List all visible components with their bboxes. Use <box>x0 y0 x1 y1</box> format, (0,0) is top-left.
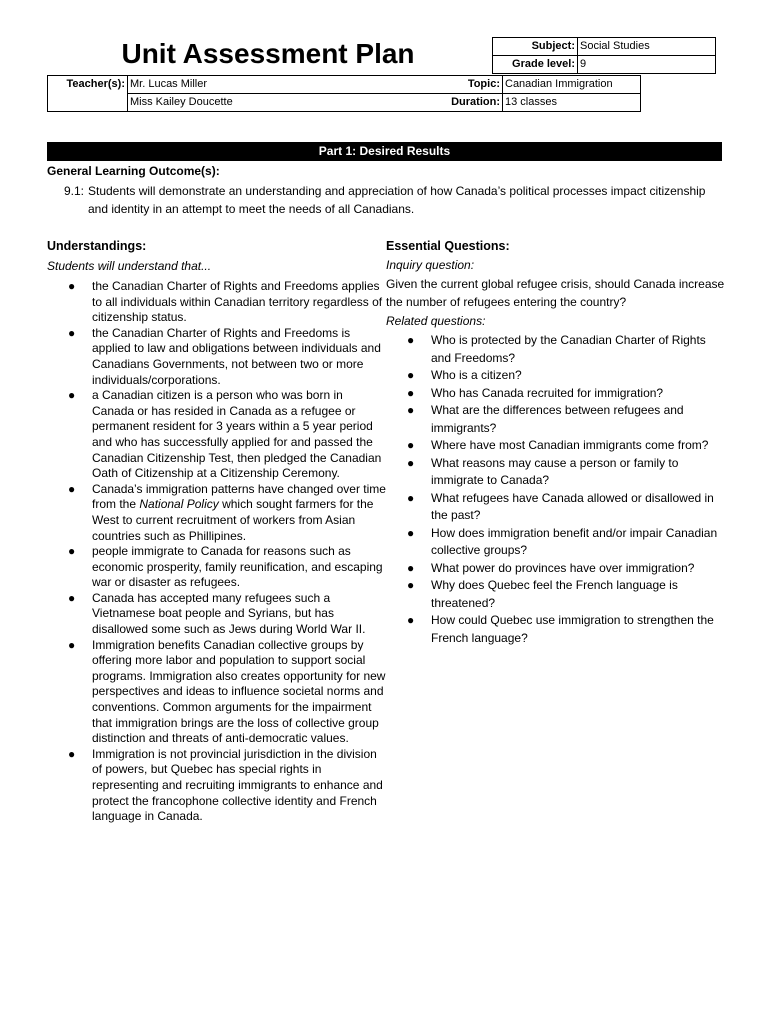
bullet-icon: ● <box>407 613 415 627</box>
subject-value: Social Studies <box>578 38 716 56</box>
list-item-text: How does immigration benefit and/or impair Canadian collective groups? <box>431 525 718 557</box>
list-item-text: people immigrate to Canada for reasons such as economic prosperity, family reunification, and escaping war or disaster as refugees. <box>92 544 383 590</box>
list-item <box>407 490 726 525</box>
bullet-icon: ● <box>68 325 76 340</box>
duration-label: Duration: <box>418 94 503 112</box>
subject-label: Subject: <box>493 38 578 56</box>
list-item <box>68 279 387 326</box>
list-item <box>68 544 387 591</box>
list-item <box>68 746 387 825</box>
understandings-column <box>47 238 387 825</box>
related-questions-list <box>386 332 726 647</box>
list-item <box>68 590 387 638</box>
list-item <box>68 325 387 388</box>
list-item-text: a Canadian citizen is a person who was born in Canada or has resided in Canada as a refugee or permanent resident for 3 years within a 5 year period and who has successfully applied for and passed the Canadian Citizenship Test, then pledged the Canadian Oath of Citizenship at a Citizenship Ceremony. <box>92 388 382 481</box>
teacher-topic-table <box>47 75 641 112</box>
bullet-icon: ● <box>68 279 76 293</box>
bullet-icon: ● <box>407 368 415 382</box>
list-item-text: the Canadian Charter of Rights and Freedoms is applied to law and obligations between individuals and Canadians Governments, not between two or more individuals/corporations. <box>92 325 381 387</box>
bullet-icon: ● <box>407 578 415 592</box>
list-item-text: Who is protected by the Canadian Charter of Rights and Freedoms? <box>431 333 706 365</box>
list-item-text: Why does Quebec feel the French language is threatened? <box>431 578 678 610</box>
list-item <box>407 525 726 560</box>
list-item-text: What power do provinces have over immigration? <box>431 560 695 575</box>
page-title: Unit Assessment Plan <box>121 38 415 69</box>
bullet-icon: ● <box>68 746 76 761</box>
list-item <box>407 367 726 385</box>
list-item <box>68 481 387 544</box>
list-item <box>68 637 387 747</box>
bullet-icon: ● <box>68 481 76 496</box>
understandings-heading: Understandings: <box>47 239 147 253</box>
inquiry-question: Given the current global refugee crisis, should Canada increase the number of refugees entering the country? <box>386 277 725 309</box>
list-item <box>407 612 726 647</box>
teacher-name-1: Mr. Lucas Miller <box>128 76 419 94</box>
glo-heading: General Learning Outcome(s): <box>47 164 220 178</box>
list-item-text: Canada has accepted many refugees such a Vietnamese boat people and Syrians, but has disallowed some such as Jews during World War II. <box>92 590 366 637</box>
glo-text: Students will demonstrate an understanding and appreciation of how Canada’s political processes impact citizenship and identity in an attempt to meet the needs of all Canadians. <box>88 184 706 216</box>
teachers-label: Teacher(s): <box>48 76 128 112</box>
bullet-icon: ● <box>68 544 76 559</box>
grade-label: Grade level: <box>493 56 578 74</box>
bullet-icon: ● <box>68 388 76 403</box>
bullet-icon: ● <box>68 590 76 605</box>
list-item-text-after: which sought farmers for the West to current recruitment of workers from Asian countries such as Phillipines. <box>92 497 374 543</box>
understandings-list <box>47 279 387 825</box>
understandings-lead: Students will understand that... <box>47 259 212 273</box>
teacher-name-2: Miss Kailey Doucette <box>128 94 419 112</box>
glo-item <box>64 182 724 218</box>
list-item <box>407 437 726 455</box>
national-policy-term: National Policy <box>139 497 219 512</box>
list-item-text: Who has Canada recruited for immigration? <box>431 385 664 400</box>
related-label: Related questions: <box>386 314 486 328</box>
list-item-text-before: Canada’s immigration patterns have changed over time from the <box>92 481 386 512</box>
list-item-text: Where have most Canadian immigrants come from? <box>431 438 709 452</box>
inquiry-label: Inquiry question: <box>386 258 475 272</box>
bullet-icon: ● <box>68 637 76 652</box>
glo-number: 9.1: <box>64 184 85 198</box>
list-item-text: What are the differences between refugees and immigrants? <box>431 403 684 435</box>
topic-value: Canadian Immigration <box>503 76 641 94</box>
list-item-text: What reasons may cause a person or family to immigrate to Canada? <box>431 455 679 487</box>
list-item <box>407 402 726 437</box>
topic-label: Topic: <box>418 76 503 94</box>
subject-grade-table <box>492 37 716 74</box>
list-item-text: Who is a citizen? <box>431 368 522 382</box>
bullet-icon: ● <box>407 438 415 452</box>
bullet-icon: ● <box>407 525 415 540</box>
list-item <box>407 455 726 490</box>
list-item-text: the Canadian Charter of Rights and Freedoms applies to all individuals within Canadian territory regardless of citizenship status. <box>92 279 383 325</box>
bullet-icon: ● <box>407 385 415 400</box>
list-item <box>407 332 726 367</box>
list-item-text: Immigration is not provincial jurisdiction in the division of powers, but Quebec has special rights in representing and recruiting immigrants to enhance and protect the francophone collective identity and French language in Canada. <box>92 746 383 824</box>
bullet-icon: ● <box>407 403 415 417</box>
list-item-text: Immigration benefits Canadian collective groups by offering more labor and population to support social programs. Immigration also creates opportunity for new perspectives and ideas to influence societal norms and conventions. Common arguments for the impairment that immigration brings are the loss of collective group distinction and threats of anti-democratic values. <box>92 637 386 746</box>
essential-questions-heading: Essential Questions: <box>386 239 510 253</box>
list-item <box>407 385 726 403</box>
list-item <box>407 577 726 612</box>
bullet-icon: ● <box>407 490 415 505</box>
list-item-text: How could Quebec use immigration to strengthen the French language? <box>431 613 714 645</box>
list-item-text: What refugees have Canada allowed or disallowed in the past? <box>431 490 714 522</box>
list-item <box>407 560 726 578</box>
bullet-icon: ● <box>407 333 415 347</box>
bullet-icon: ● <box>407 560 415 575</box>
grade-value: 9 <box>578 56 716 74</box>
bullet-icon: ● <box>407 455 415 470</box>
list-item <box>68 388 387 482</box>
duration-value: 13 classes <box>503 94 641 112</box>
essential-questions-column <box>386 238 726 647</box>
part1-header-bar: Part 1: Desired Results <box>47 142 722 161</box>
